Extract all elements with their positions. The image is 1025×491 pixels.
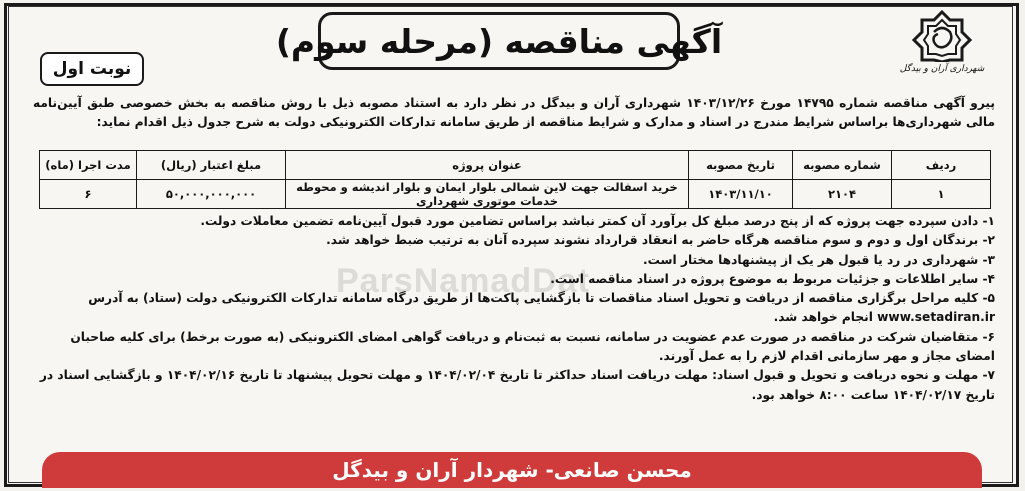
header-resolution-date: تاریخ مصوبه xyxy=(689,151,793,180)
header-project-title: عنوان پروژه xyxy=(286,151,689,180)
condition-item: ۱- دادن سپرده جهت پروژه که از پنج درصد مبلغ کل برآورد آن کمتر نباشد براساس تضامین مورد قبول آیین‌نامه تضمین معاملات دولت. xyxy=(200,214,995,228)
cell-row-number: ۱ xyxy=(892,180,991,209)
logo-caption: شهرداری آران و بیدگل xyxy=(899,64,985,74)
header-duration: مدت اجرا (ماه) xyxy=(40,151,137,180)
table-row xyxy=(40,180,991,209)
header-resolution-number: شماره مصوبه xyxy=(793,151,892,180)
condition-item: ۵- کلیه مراحل برگزاری مناقصه از دریافت و تحویل اسناد مناقصات تا بازگشایی پاکت‌ها از طریق درگاه سامانه تدارکات الکترونیکی دولت (ستاد) به آدرس www.setadiran.ir انجام خواهد شد. xyxy=(88,291,995,325)
condition-item: ۴- سایر اطلاعات و جزئیات مربوط به موضوع پروژه در اسناد مناقصه است. xyxy=(550,271,995,286)
header-budget: مبلغ اعتبار (ریال) xyxy=(137,151,286,180)
cell-resolution-number: ۲۱۰۴ xyxy=(793,180,892,209)
condition-item: ۳- شهرداری در رد یا قبول هر یک از پیشنهادها مختار است. xyxy=(643,252,995,267)
cell-project-title: خرید اسفالت جهت لاین شمالی بلوار ایمان و بلوار اندیشه و محوطه خدمات موتوری شهرداری xyxy=(286,180,689,209)
municipality-logo xyxy=(887,10,997,82)
condition-item: ۶- متقاضیان شرکت در مناقصه در صورت عدم عضویت در سامانه، نسبت به ثبت‌نام و دریافت گواهی امضای الکترونیکی (به صورت برخط) برای کلیه صاحبان امضای مجاز و مهر سازمانی اقدام لازم را به عمل آورند. xyxy=(70,329,995,364)
municipality-emblem-icon xyxy=(910,10,974,62)
footer-signature-bar xyxy=(42,452,982,488)
condition-item: ۷- مهلت و نحوه دریافت و تحویل و قبول اسناد: مهلت دریافت اسناد حداکثر تا تاریخ ۱۴۰۴/۰۲/۰۴ و مهلت تحویل پیشنهاد تا تاریخ ۱۴۰۴/۰۲/۱۶ و بازگشایی اسناد در تاریخ ۱۴۰۴/۰۲/۱۷ ساعت ۸:۰۰ خواهد بود. xyxy=(39,368,995,402)
watermark: ParsNamadDat xyxy=(336,262,590,300)
turn-badge: نوبت اول xyxy=(40,52,144,86)
page-title: آگهی مناقصه (مرحله سوم) xyxy=(318,12,680,70)
mayor-signature: محسن صانعی- شهردار آران و بیدگل xyxy=(332,458,692,482)
intro-paragraph: پیرو آگهی مناقصه شماره ۱۴۷۹۵ مورخ ۱۴۰۳/۱۲/۲۶ شهرداری آران و بیدگل در نظر دارد به استناد مصوبه ذیل با روش مناقصه به بخش خصوصی طبق آیین‌نامه مالی شهرداری‌ها براساس شرایط مندرج در اسناد و مدارک و شرایط مناقصه از طریق سامانه تدارکات الکترونیکی دولت به شرح جدول ذیل اقدام نماید: xyxy=(33,96,995,129)
conditions-list xyxy=(33,212,995,405)
cell-budget: ۵۰,۰۰۰,۰۰۰,۰۰۰ xyxy=(137,180,286,209)
condition-item: ۲- برندگان اول و دوم و سوم مناقصه هرگاه حاضر به انعقاد قرارداد نشوند سپرده آنان به ترتیب ضبط خواهد شد. xyxy=(326,233,995,248)
table-header-row xyxy=(40,151,991,180)
projects-table xyxy=(39,150,991,209)
cell-resolution-date: ۱۴۰۳/۱۱/۱۰ xyxy=(689,180,793,209)
header-row-number: ردیف xyxy=(892,151,991,180)
cell-duration: ۶ xyxy=(40,180,137,209)
